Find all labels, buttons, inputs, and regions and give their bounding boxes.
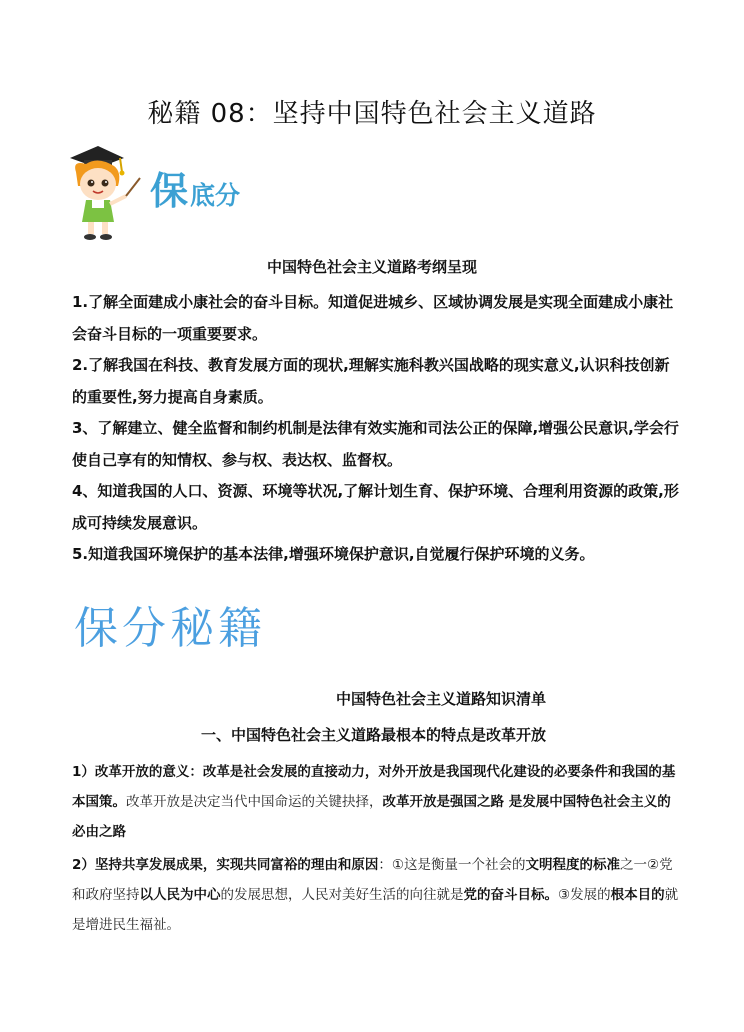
syllabus-item-1: 1.了解全面建成小康社会的奋斗目标。知道促进城乡、区域协调发展是实现全面建成小康社会奋斗目标的一项重要要求。 <box>72 293 674 343</box>
syllabus-item-4: 4、知道我国的人口、资源、环境等状况,了解计划生育、保护环境、合理利用资源的政策,形成可持续发展意识。 <box>72 482 679 532</box>
syllabus-item-2: 2.了解我国在科技、教育发展方面的现状,理解实施科教兴国战略的现实意义,认识科技创新的重要性,努力提高自身素质。 <box>72 356 670 406</box>
p1-part-c: 改革开放是强国之路 是发展中国特色社会主义的必由之路 <box>72 794 671 840</box>
badge-big-char: 保 <box>150 169 189 213</box>
badge-small-text: 底分 <box>190 181 241 210</box>
mascot-illustration <box>62 138 142 242</box>
p2-part-c: 文明程度的标准 <box>525 857 621 873</box>
section1-heading: 中国特色社会主义道路考纲呈现 <box>266 258 477 276</box>
p2-part-g: 党的奋斗目标。 <box>463 887 558 903</box>
p2-part-f: 的发展思想，人民对美好生活的向往就是 <box>220 887 464 903</box>
p2-part-b: ：①这是衡量一个社会的 <box>378 857 526 873</box>
baodifen-badge <box>150 160 240 215</box>
p2-part-h: ③发展的 <box>558 887 611 903</box>
p2-part-a: 2）坚持共享发展成果，实现共同富裕的理由和原因 <box>72 857 379 873</box>
knowledge-paragraph-2 <box>72 850 682 940</box>
p2-part-i: 根本目的 <box>610 887 665 903</box>
page-title: 秘籍 08：坚持中国特色社会主义道路 <box>147 99 597 129</box>
p2-part-j: 就是增进民生福祉。 <box>72 887 679 933</box>
p1-part-b: 改革开放是决定当代中国命运的关键抉择， <box>126 794 383 810</box>
knowledge-paragraph-1 <box>72 757 682 847</box>
p1-part-a: 1）改革开放的意义：改革是社会发展的直接动力，对外开放是我国现代化建设的必要条件和我国的基本国策。 <box>72 764 676 810</box>
p2-part-d: 之一②党和政府坚持 <box>72 857 673 903</box>
syllabus-item-3: 3、了解建立、健全监督和制约机制是法律有效实施和司法公正的保障,增强公民意识,学会行使自己享有的知情权、参与权、表达权、监督权。 <box>72 419 679 469</box>
syllabus-item-5: 5.知道我国环境保护的基本法律,增强环境保护意识,自觉履行保护环境的义务。 <box>72 545 595 563</box>
p2-part-e: 以人民为中心 <box>139 887 221 903</box>
section2-heading: 中国特色社会主义道路知识清单 <box>336 690 547 708</box>
section2-subheading: 一、中国特色社会主义道路最根本的特点是改革开放 <box>201 726 547 744</box>
baofen-miji-brand: 保分秘籍 <box>74 603 266 654</box>
